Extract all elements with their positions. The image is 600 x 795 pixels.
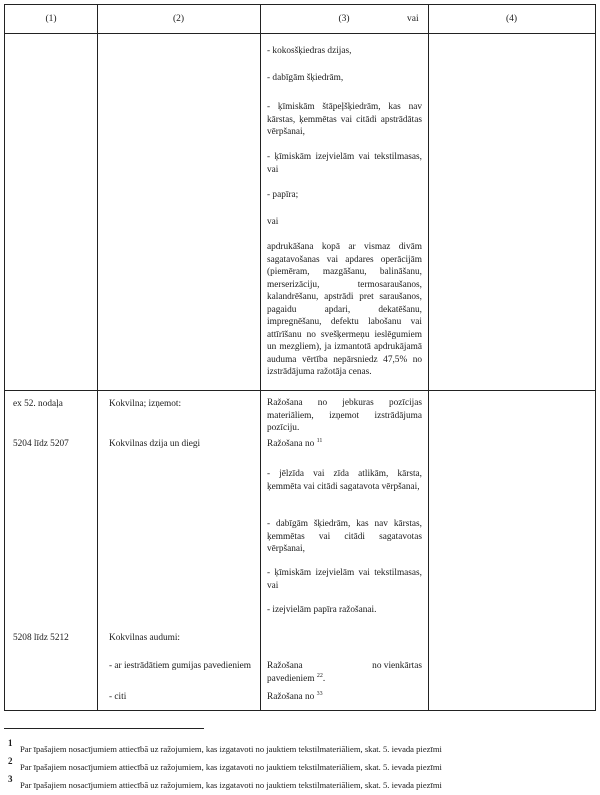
footnote-2-text: Par īpašajiem nosacījumiem attiecībā uz ražojumiem, kas izgatavoti no jauktiem tekstilmateriāliem, skat. 5. ievada piezīmi <box>20 762 442 772</box>
row-5208-sub1-desc <box>109 660 259 673</box>
footnote-2-number: 2 <box>8 756 13 766</box>
row-divider <box>5 390 595 391</box>
row-ex52-code: ex 52. nodaļa <box>13 399 63 409</box>
column-divider <box>260 5 261 710</box>
footnote-separator <box>4 728 204 729</box>
row-5208-sub1-desc-line <box>109 660 259 673</box>
footnote-ref-1: 11 <box>316 438 323 444</box>
footnote-1-number: 1 <box>8 738 13 748</box>
header-col2: (2) <box>172 14 185 24</box>
rules-table <box>4 4 596 711</box>
row-5204-rule <box>267 438 422 451</box>
row-5204-item-1: - jēlzīda vai zīda atlikām, kārsta, ķemmēta vai citādi sagatavota vērpšanai, <box>267 469 422 492</box>
row-5208-sub2-rule-text: Ražošana no <box>267 692 315 702</box>
footnote-3-text: Par īpašajiem nosacījumiem attiecībā uz ražojumiem, kas izgatavoti no jauktiem tekstilmateriāliem, skat. 5. ievada piezīmi <box>20 780 442 790</box>
footnote-1-text: Par īpašajiem nosacījumiem attiecībā uz ražojumiem, kas izgatavoti no jauktiem tekstilmateriāliem, skat. 5. ievada piezīmi <box>20 744 442 754</box>
row-5208-sub1-rule-line2: pavedieniem $^{22}$. <box>267 672 326 684</box>
row-5204-desc: Kokvilnas dzija un diegi <box>109 439 201 449</box>
row-5208-sub1-rule-line1 <box>267 660 422 673</box>
footnote-3-number: 3 <box>8 774 13 784</box>
row-5208-sub1-rule-a: Ražošana <box>267 661 303 671</box>
block1-item-4: - ķīmiskām izejvielām vai tekstilmasas, vai <box>267 152 422 175</box>
row-5204-item-2: - dabīgām šķiedrām, kas nav kārstas, ķemmētas vai citādi sagatavotas vērpšanai, <box>267 519 422 554</box>
row-5208-sub2-rule <box>267 691 422 704</box>
header-col3: (3) <box>338 14 350 24</box>
column-divider <box>97 5 98 710</box>
table-header <box>5 5 595 34</box>
block1-item-2: - dabīgām šķiedrām, <box>267 73 344 83</box>
block1-item-3: - ķīmiskām štāpeļšķiedrām, kas nav kārstas, ķemmētas vai citādi apstrādātas vērpšanai, <box>267 102 422 137</box>
header-col3-vai: vai <box>407 14 419 24</box>
row-5208-desc: Kokvilnas audumi: <box>109 633 181 643</box>
row-5208-code: 5208 līdz 5212 <box>13 633 69 643</box>
column-divider <box>428 5 429 710</box>
row-5204-item-4: - izejvielām papīra ražošanai. <box>267 605 377 615</box>
footnote-ref-3: 33 <box>316 691 323 697</box>
row-5204-code: 5204 līdz 5207 <box>13 439 69 449</box>
row-5204-rule-text: Ražošana no <box>267 439 315 449</box>
row-ex52-rule: Ražošana no jebkuras pozīcijas materiāliem, izņemot izstrādājuma pozīciju. <box>267 398 422 433</box>
row-5208-sub1-desc-text: - ar iestrādātiem gumijas pavedieniem <box>109 661 251 671</box>
footnote-ref-2: 22 <box>316 672 323 679</box>
row-ex52-desc: Kokvilna; izņemot: <box>109 399 182 409</box>
row-5204-item-3: - ķīmiskām izejvielām vai tekstilmasas, vai <box>267 568 422 591</box>
header-col1: (1) <box>45 14 57 24</box>
row-5208-sub1-rule-c: pavedieniem <box>267 673 315 684</box>
block1-item-5: - papīra; <box>267 190 299 200</box>
header-col4: (4) <box>505 14 518 24</box>
row-5208-sub2-desc: - citi <box>109 692 127 702</box>
block1-item-1: - kokosšķiedras dzijas, <box>267 46 352 56</box>
block1-paragraph: apdrukāšana kopā ar vismaz divām sagatavošanas vai apdares operācijām (piemēram, mazgāšanu, balināšanu, merserizāciju, termosaraušanos, kalandrēšanu, apstrādi pret saraušanos, pagaidu apdari, dekatēšanu, impregnēšanu, defektu labošanu vai attīrīšanu no svešķermeņu ieslēgumiem un mezgliem), ja izmantotā apdrukājamā auduma vērtība nepārsniedz 47,5% no izstrādājuma ražotāja cenas. <box>267 242 422 377</box>
row-5208-sub1-rule-b: no vienkārtas <box>372 661 422 671</box>
block1-vai: vai <box>267 217 279 227</box>
row-5208-sub1-rule <box>267 660 422 685</box>
